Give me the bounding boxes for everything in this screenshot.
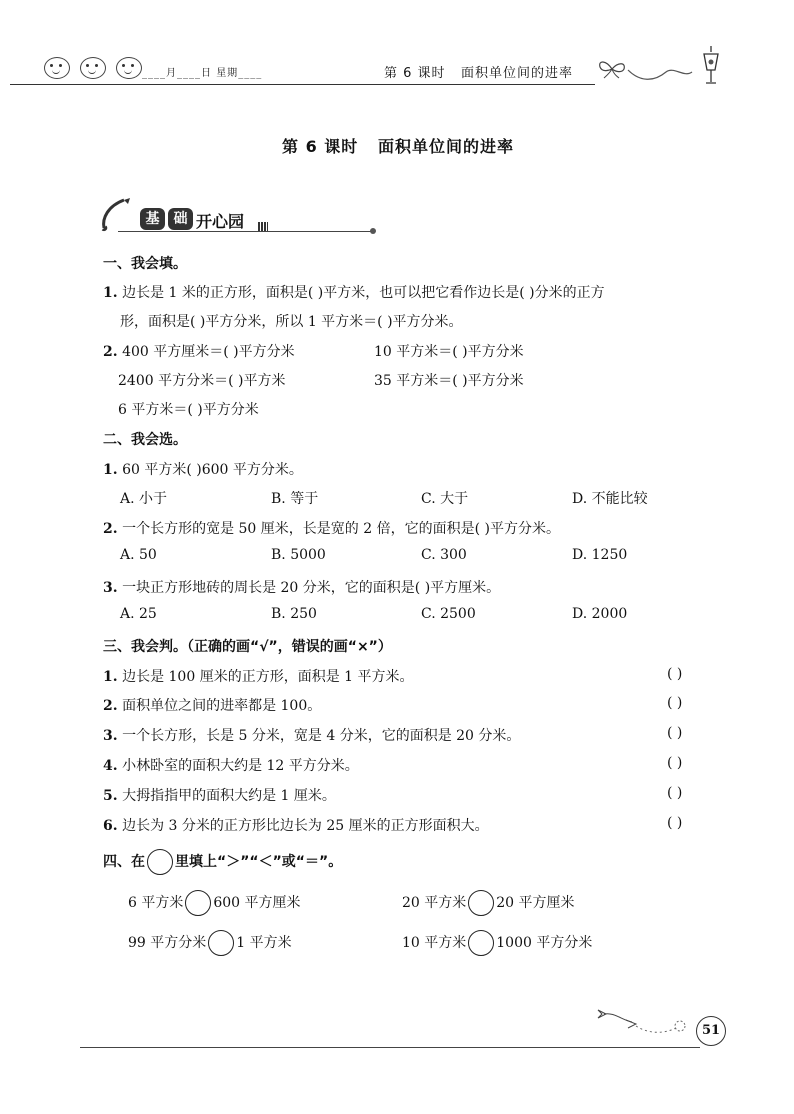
s3-item-3 [103,725,520,745]
s3-item-text: 大拇指指甲的面积大约是 1 厘米。 [122,788,336,804]
date-month-label: 月 [166,68,177,79]
s4-item-4 [402,930,592,956]
section-4-heading-b: 里填上“＞”“＜”或“＝”。 [175,854,343,870]
section-4-heading [103,849,342,875]
answer-parentheses[interactable]: ( ) [667,666,683,682]
header-rule [10,84,595,85]
header-lesson: 第 6 课时 [384,66,446,81]
s1-q2-a [103,341,295,361]
banner-rule [118,231,374,232]
answer-circle[interactable] [208,930,234,956]
answer-parentheses[interactable]: ( ) [667,755,683,771]
s4-right: 20 平方厘米 [496,895,575,911]
answer-parentheses[interactable]: ( ) [667,695,683,711]
s3-item-5 [103,785,336,805]
question-number: 2. [103,521,118,537]
s4-right: 600 平方厘米 [213,895,301,911]
s2-q1-option-c[interactable]: C. 大于 [421,491,469,507]
question-number: 1. [103,285,118,301]
question-number: 1. [103,462,118,478]
s2-q2-text: 一个长方形的宽是 50 厘米，长是宽的 2 倍，它的面积是( )平方分米。 [122,521,560,537]
s3-item-4 [103,755,359,775]
lamp-icon [698,44,724,86]
s4-item-1 [128,890,301,916]
s3-item-text: 面积单位之间的进率都是 100。 [122,698,322,714]
s2-q3-option-d[interactable]: D. 2000 [572,606,628,622]
banner-badge-2: 础 [168,208,193,230]
section-4-heading-a: 四、在 [103,854,145,870]
s4-item-3 [128,930,292,956]
section-3-heading: 三、我会判。（正确的画“√”，错误的画“×”） [103,639,392,655]
question-number: 6. [103,818,118,834]
s2-q3-option-b[interactable]: B. 250 [271,606,317,622]
brush-icon [98,196,136,236]
s1-q2-e: 6 平方米＝( )平方分米 [118,402,259,418]
s4-left: 10 平方米 [402,935,467,951]
question-number: 1. [103,669,118,685]
s1-q2-c: 2400 平方分米＝( )平方米 [118,373,286,389]
header-lesson-title [384,62,573,81]
s2-q1-text: 60 平方米( )600 平方分米。 [122,462,303,478]
s1-q2-b: 10 平方米＝( )平方分米 [374,344,524,360]
s3-item-1 [103,666,414,686]
question-number: 3. [103,580,118,596]
s3-item-text: 边长为 3 分米的正方形比边长为 25 厘米的正方形面积大。 [122,818,489,834]
s2-q2 [103,518,560,538]
s2-q3 [103,577,500,597]
question-number: 3. [103,728,118,744]
s3-item-text: 边长是 100 厘米的正方形，面积是 1 平方米。 [122,669,414,685]
banner-badge-1: 基 [140,208,165,230]
title-lesson: 第 6 课时 [282,137,359,156]
blank-circle-icon [147,849,173,875]
question-number: 2. [103,698,118,714]
question-number: 4. [103,758,118,774]
s4-left: 20 平方米 [402,895,467,911]
banner-square-icon [258,222,268,231]
s4-left: 99 平方分米 [128,935,207,951]
s4-right: 1000 平方分米 [496,935,593,951]
s4-right: 1 平方米 [236,935,292,951]
s4-left: 6 平方米 [128,895,184,911]
s1-q1-line1 [103,282,605,302]
s3-item-text: 小林卧室的面积大约是 12 平方分米。 [122,758,359,774]
date-weekday-label: 星期 [216,68,239,79]
s3-item-6 [103,815,489,835]
answer-parentheses[interactable]: ( ) [667,815,683,831]
date-day-label: 日 [201,68,212,79]
s1-q2-d: 35 平方米＝( )平方分米 [374,373,524,389]
answer-parentheses[interactable]: ( ) [667,785,683,801]
question-number: 5. [103,788,118,804]
answer-circle[interactable] [468,930,494,956]
smiley-face-icon [116,57,142,79]
page-title [282,134,514,157]
title-topic: 面积单位间的进率 [378,137,515,156]
s2-q3-option-c[interactable]: C. 2500 [421,606,476,622]
banner-title: 开心园 [196,212,245,231]
s1-q1-line2: 形，面积是( )平方分米，所以 1 平方米＝( )平方分米。 [120,314,463,330]
s4-item-2 [402,890,575,916]
banner-dot [370,228,376,234]
s2-q3-text: 一块正方形地砖的周长是 20 分米，它的面积是( )平方厘米。 [122,580,501,596]
s2-q1-option-d[interactable]: D. 不能比较 [572,491,648,507]
section-1-heading: 一、我会填。 [103,256,187,272]
s3-item-2 [103,695,321,715]
footer-rule [80,1047,700,1048]
question-number: 2. [103,344,118,360]
s2-q2-option-c[interactable]: C. 300 [421,547,467,563]
s2-q2-option-b[interactable]: B. 5000 [271,547,326,563]
s2-q1 [103,459,303,479]
date-fields: ____月____日 星期____ [142,68,263,79]
page-number: 51 [696,1016,726,1046]
butterfly-icon [596,58,628,80]
section-2-heading: 二、我会选。 [103,432,187,448]
s2-q1-option-b[interactable]: B. 等于 [271,491,319,507]
s2-q2-option-d[interactable]: D. 1250 [572,547,628,563]
s2-q3-option-a[interactable]: A. 25 [120,606,157,622]
smiley-face-icon [80,57,106,79]
s1-q2-a-text: 400 平方厘米＝( )平方分米 [122,344,295,360]
swirl-decoration [626,58,706,84]
answer-circle[interactable] [468,890,494,916]
smiley-face-icon [44,57,70,79]
bird-doodle-decoration [592,1000,698,1044]
s3-item-text: 一个长方形，长是 5 分米，宽是 4 分米，它的面积是 20 分米。 [122,728,521,744]
s2-q1-option-a[interactable]: A. 小于 [120,491,168,507]
answer-parentheses[interactable]: ( ) [667,725,683,741]
s2-q2-option-a[interactable]: A. 50 [120,547,157,563]
s1-q1-text-1: 边长是 1 米的正方形，面积是( )平方米，也可以把它看作边长是( )分米的正方 [122,285,605,301]
header-topic: 面积单位间的进率 [460,66,573,81]
answer-circle[interactable] [185,890,211,916]
